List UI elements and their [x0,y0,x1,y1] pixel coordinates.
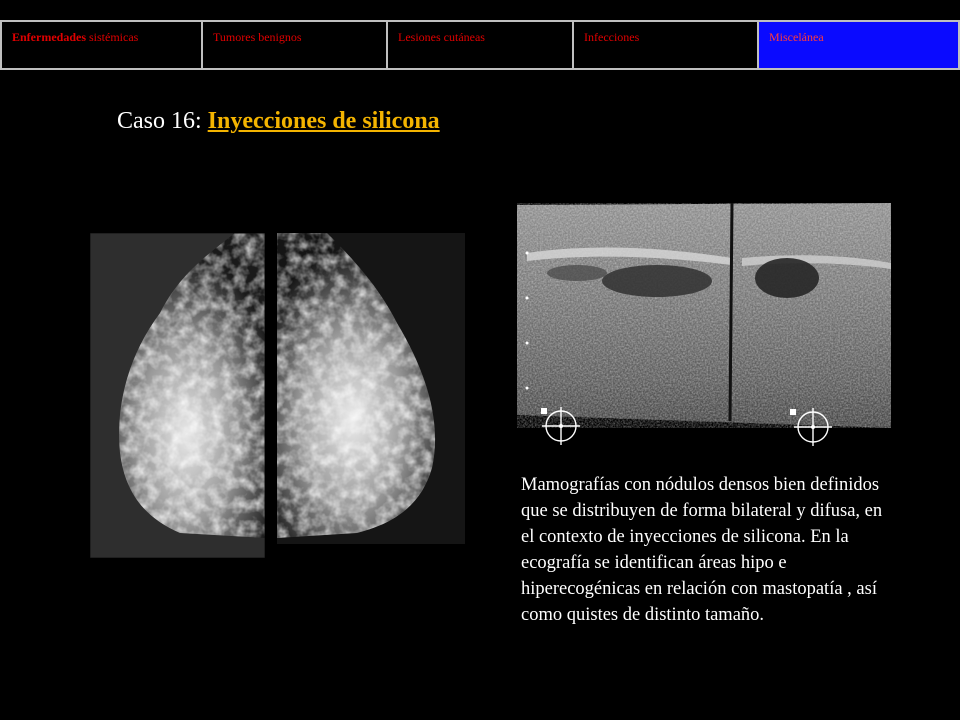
ultrasound-image [517,203,891,450]
tab-label: Tumores benignos [213,30,302,44]
tab-enfermedades-sistemicas[interactable] [2,22,203,68]
tab-label: Miscelánea [769,30,824,44]
tab-label: sistémicas [86,30,139,44]
tab-miscelanea[interactable] [759,22,958,68]
top-navigation-bar [0,20,960,70]
case-link[interactable]: Inyecciones de silicona [207,108,440,134]
tab-infecciones[interactable] [574,22,759,68]
tab-lesiones-cutaneas[interactable] [388,22,574,68]
case-description: Mamografías con nódulos densos bien definidos que se distribuyen de forma bilateral y difusa, en el contexto de inyecciones de silicona. En la ecografía se identifican áreas hipo e hiperecogénicas en relación con mastopatía , así como quistes de distinto tamaño. [521,475,883,625]
case-title [117,108,440,135]
mammogram-left-image [90,233,265,558]
tab-tumores-benignos[interactable] [203,22,388,68]
mammogram-right-image [277,233,465,544]
tab-label: Lesiones cutáneas [398,30,485,44]
case-number: Caso 16: [117,108,208,134]
tab-label: Infecciones [584,30,640,44]
tab-label-bold: Enfermedades [12,30,86,44]
